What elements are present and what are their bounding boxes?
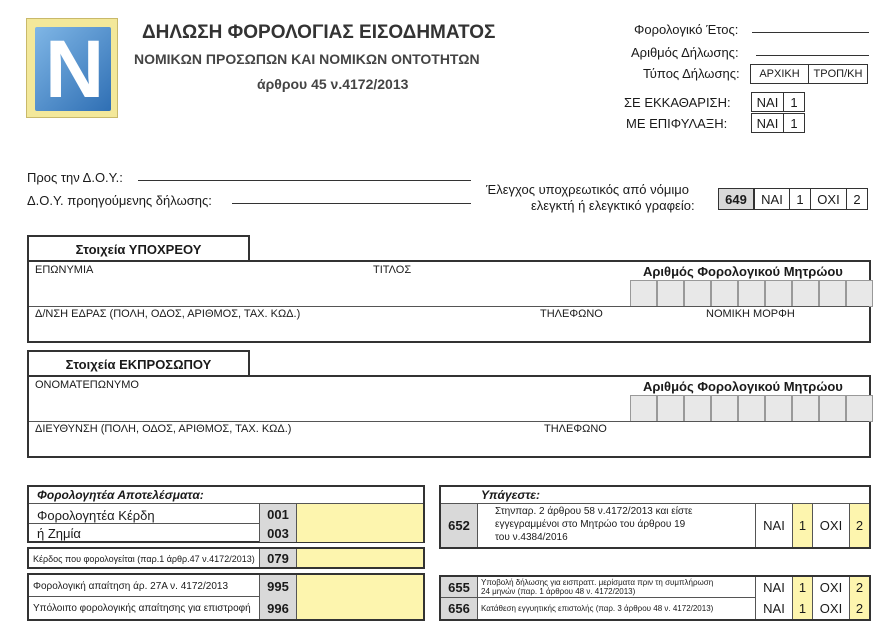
q655-no-option[interactable]: ΟΧΙ (812, 577, 849, 598)
representative-afm-digit[interactable] (684, 395, 711, 422)
subject-section (439, 485, 871, 549)
prev-doy-label: Δ.Ο.Υ. προηγούμενης δήλωσης: (27, 193, 212, 208)
audit-yes-code[interactable]: 1 (789, 188, 811, 210)
obligor-address-label: Δ/ΝΣΗ ΕΔΡΑΣ (ΠΟΛΗ, ΟΔΟΣ, ΑΡΙΘΜΟΣ, ΤΑΧ. ΚΩΔ.) (35, 308, 301, 320)
obligor-afm-digit[interactable] (630, 280, 657, 307)
liquidation-yes-option[interactable]: ΝΑΙ (751, 92, 784, 112)
obligor-legal-form-label: ΝΟΜΙΚΗ ΜΟΡΦΗ (706, 308, 795, 320)
taxable-profit-field[interactable] (296, 504, 423, 524)
obligor-afm-digit[interactable] (792, 280, 819, 307)
tax-claim-code: 995 (259, 575, 296, 597)
taxed-profit-label: Κέρδος που φορολογείται (παρ.1 άρθρ.47 ν.4172/2013) (33, 554, 255, 564)
q652-text-line3: του ν.4384/2016 (495, 532, 568, 543)
logo-mark (35, 24, 111, 115)
form-subtitle: ΝΟΜΙΚΩΝ ΠΡΟΣΩΠΩΝ ΚΑΙ ΝΟΜΙΚΩΝ ΟΝΤΟΤΗΤΩΝ (134, 51, 480, 67)
representative-afm-digit[interactable] (846, 395, 873, 422)
representative-afm-digit[interactable] (819, 395, 846, 422)
q656-yes-code[interactable]: 1 (792, 598, 812, 619)
subject-title: Υπάγεστε: (481, 488, 541, 502)
prev-doy-field[interactable] (232, 203, 471, 204)
decl-type-initial-option[interactable]: ΑΡΧΙΚΗ (750, 64, 809, 84)
q652-yes-code[interactable]: 1 (792, 504, 812, 547)
tax-claim-label: Φορολογική απαίτηση άρ. 27Α ν. 4172/2013 (33, 581, 229, 592)
representative-name-label: ΟΝΟΜΑΤΕΠΩΝΥΜΟ (35, 379, 139, 391)
q652-no-option[interactable]: ΟΧΙ (812, 504, 849, 547)
audit-no-option[interactable]: ΟΧΙ (810, 188, 847, 210)
results-section (27, 485, 425, 543)
q652-no-code[interactable]: 2 (849, 504, 869, 547)
obligor-name-label: ΕΠΩΝΥΜΙΑ (35, 264, 94, 276)
q655-code: 655 (441, 577, 478, 598)
results-code: 001 (259, 504, 296, 524)
audit-no-code[interactable]: 2 (846, 188, 868, 210)
tax-year-field[interactable] (752, 32, 869, 33)
obligor-afm-digit[interactable] (657, 280, 684, 307)
tax-year-label: Φορολογικό Έτος: (634, 22, 739, 37)
audit-label-line1: Έλεγχος υποχρεωτικός από νόμιμο (486, 182, 689, 197)
q656-no-code[interactable]: 2 (849, 598, 869, 619)
q655-text-line2: 24 μηνών (παρ. 1 άρθρου 48 ν. 4172/2013) (481, 587, 636, 596)
logo-letter: N (45, 24, 105, 115)
representative-phone-label: ΤΗΛΕΦΩΝΟ (544, 423, 607, 435)
form-title: ΔΗΛΩΣΗ ΦΟΡΟΛΟΓΙΑΣ ΕΙΣΟΔΗΜΑΤΟΣ (142, 22, 496, 43)
representative-afm-digit[interactable] (657, 395, 684, 422)
obligor-divider (29, 306, 869, 307)
form-article: άρθρου 45 ν.4172/2013 (257, 76, 409, 92)
refund-code: 996 (259, 597, 296, 619)
decl-type-amending-option[interactable]: ΤΡΟΠ/ΚΗ (808, 64, 868, 84)
obligor-afm-digit[interactable] (711, 280, 738, 307)
q652-text-line1: Στηνπαρ. 2 άρθρου 58 ν.4172/2013 και είστε (495, 506, 693, 517)
representative-divider (29, 421, 869, 422)
obligor-afm-digit[interactable] (738, 280, 765, 307)
q655-text-line1: Υποβολή δήλωσης για εισπραττ. μερίσματα πριν τη συμπλήρωση (481, 578, 714, 587)
representative-afm-digit[interactable] (711, 395, 738, 422)
obligor-afm-digit[interactable] (684, 280, 711, 307)
reservation-code[interactable]: 1 (783, 113, 805, 133)
tax-claim-section (27, 573, 425, 621)
audit-label-line2: ελεγκτή ή ελεγκτικό γραφείο: (531, 198, 695, 213)
obligor-tab: Στοιχεία ΥΠΟΧΡΕΟΥ (27, 235, 250, 261)
reservation-yes-option[interactable]: ΝΑΙ (751, 113, 784, 133)
results-code: 003 (259, 524, 296, 542)
taxed-profit-row (27, 547, 425, 569)
q656-no-option[interactable]: ΟΧΙ (812, 598, 849, 619)
q655-no-code[interactable]: 2 (849, 577, 869, 598)
decl-type-label: Τύπος Δήλωσης: (643, 66, 740, 81)
tax-claim-field[interactable] (296, 575, 423, 597)
audit-yes-option[interactable]: ΝΑΙ (754, 188, 790, 210)
decl-number-label: Αριθμός Δήλωσης: (631, 45, 739, 60)
q652-yes-option[interactable]: ΝΑΙ (755, 504, 792, 547)
representative-afm-digit[interactable] (792, 395, 819, 422)
representative-afm-digit[interactable] (630, 395, 657, 422)
representative-afm-digit[interactable] (765, 395, 792, 422)
q652-code: 652 (441, 504, 478, 547)
q655-yes-code[interactable]: 1 (792, 577, 812, 598)
obligor-afm-digit[interactable] (819, 280, 846, 307)
results-title: Φορολογητέα Αποτελέσματα: (37, 488, 204, 502)
representative-afm-label: Αριθμός Φορολογικού Μητρώου (643, 379, 843, 394)
subject-dividends-section (439, 575, 871, 621)
taxed-profit-code: 079 (259, 549, 296, 567)
doy-field[interactable] (138, 180, 471, 181)
doy-label: Προς την Δ.Ο.Υ.: (27, 170, 123, 185)
obligor-afm-digit[interactable] (846, 280, 873, 307)
obligor-afm-label: Αριθμός Φορολογικού Μητρώου (643, 264, 843, 279)
refund-field[interactable] (296, 597, 423, 619)
obligor-afm-digit[interactable] (765, 280, 792, 307)
taxed-profit-field[interactable] (296, 549, 423, 567)
logo (26, 18, 118, 118)
obligor-section (27, 260, 871, 343)
audit-code: 649 (718, 188, 754, 210)
q656-yes-option[interactable]: ΝΑΙ (755, 598, 792, 619)
results-row-label: ή Ζημία (37, 526, 81, 541)
representative-section (27, 375, 871, 458)
results-row-label: Φορολογητέα Κέρδη (37, 508, 155, 523)
refund-label: Υπόλοιπο φορολογικής απαίτησης για επιστροφή (33, 603, 251, 614)
representative-address-label: ΔΙΕΥΘΥΝΣΗ (ΠΟΛΗ, ΟΔΟΣ, ΑΡΙΘΜΟΣ, ΤΑΧ. ΚΩΔ.) (35, 423, 292, 435)
q652-text-line2: εγγεγραμμένοι στο Μητρώο του άρθρου 19 (495, 519, 686, 530)
obligor-phone-label: ΤΗΛΕΦΩΝΟ (540, 308, 603, 320)
liquidation-code[interactable]: 1 (783, 92, 805, 112)
decl-number-field[interactable] (756, 55, 869, 56)
representative-afm-digit[interactable] (738, 395, 765, 422)
representative-tab: Στοιχεία ΕΚΠΡΟΣΩΠΟΥ (27, 350, 250, 376)
obligor-title-label: ΤΙΤΛΟΣ (373, 264, 412, 276)
q656-code: 656 (441, 598, 478, 619)
reservation-label: ΜΕ ΕΠΙΦΥΛΑΞΗ: (626, 116, 728, 131)
liquidation-label: ΣΕ ΕΚΚΑΘΑΡΙΣΗ: (624, 95, 731, 110)
q655-yes-option[interactable]: ΝΑΙ (755, 577, 792, 598)
loss-field[interactable] (296, 524, 423, 542)
q656-text: Κατάθεση εγγυητικής επιστολής (παρ. 3 άρθρου 48 ν. 4172/2013) (481, 604, 714, 613)
